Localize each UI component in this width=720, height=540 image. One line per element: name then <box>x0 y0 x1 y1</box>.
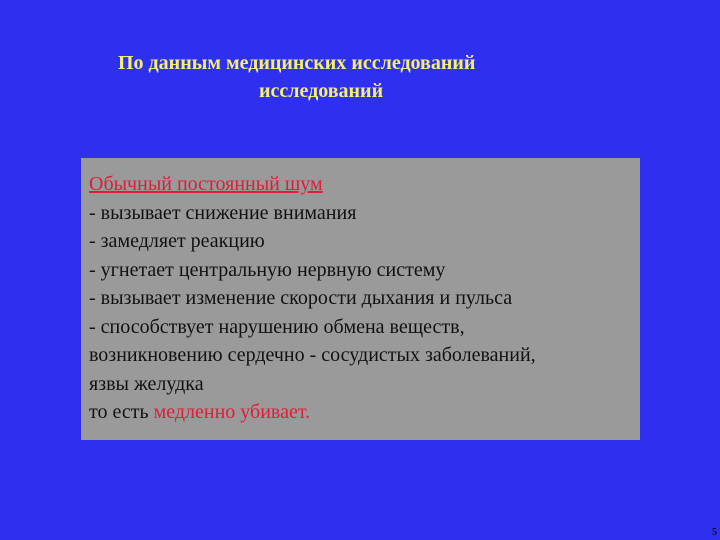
effect-item-continuation: язвы желудка <box>89 372 204 395</box>
effect-item: - вызывает снижение внимания <box>89 201 357 224</box>
effect-item: - вызывает изменение скорости дыхания и пульса <box>89 287 513 309</box>
noise-heading: Обычный постоянный шум <box>89 173 323 195</box>
slide-title <box>118 49 578 105</box>
slide-title-line-2: исследований <box>259 80 384 102</box>
content-text <box>89 170 639 427</box>
effect-item: - угнетает центральную нервную систему <box>89 258 446 281</box>
effect-item: - замедляет реакцию <box>89 230 265 252</box>
slide-title-line-1: По данным медицинских исследований <box>118 52 476 74</box>
conclusion-highlight: медленно убивает. <box>153 401 311 423</box>
conclusion-prefix: то есть <box>89 401 154 423</box>
effect-item: - способствует нарушению обмена веществ, <box>89 315 465 338</box>
corner-mark: 5 <box>712 527 717 538</box>
effect-item-continuation: возникновению сердечно - сосудистых заболеваний, <box>89 344 536 366</box>
conclusion-line <box>89 398 639 427</box>
